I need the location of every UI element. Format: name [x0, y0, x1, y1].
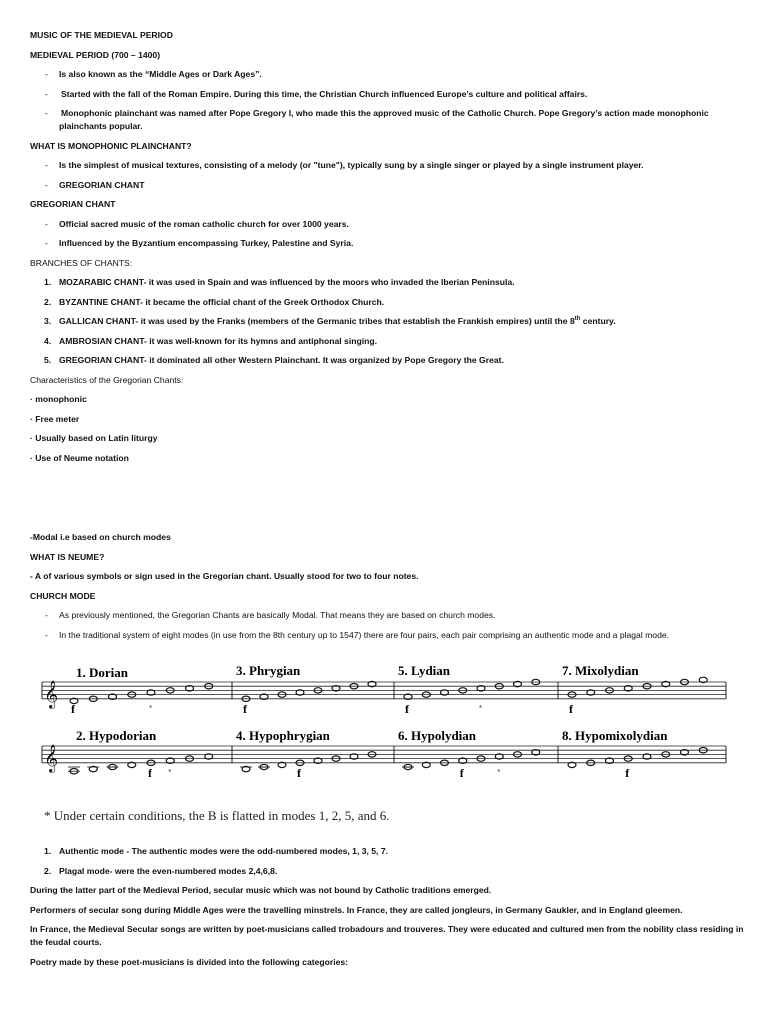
bullet-dash: -	[45, 610, 48, 620]
mode-title: 7. Mixolydian	[562, 663, 639, 678]
branch-text: GALLICAN CHANT- it was used by the Franks (members of the Germanic tribes that establish the Frankish empires) until the 8	[59, 316, 575, 326]
bullet-dash: -	[45, 238, 48, 248]
bullet-dash: -	[45, 69, 48, 79]
branch-superscript: th	[574, 316, 581, 323]
figure-footnote: * Under certain conditions, the B is flatted in modes 1, 2, 5, and 6.	[44, 808, 390, 823]
period-bullet-cont: plainchants popular.	[59, 121, 143, 131]
mode-title: 3. Phrygian	[236, 663, 301, 678]
treble-clef-icon: 𝄞	[44, 679, 59, 708]
church-mode-bullet: As previously mentioned, the Gregorian Chants are basically Modal. That means they are based on church modes.	[59, 610, 496, 620]
neume-definition: - A of various symbols or sign used in the Gregorian chant. Usually stood for two to four notes.	[30, 571, 419, 581]
final-note-label: f	[625, 765, 630, 780]
characteristic-item: · Usually based on Latin liturgy	[30, 433, 158, 443]
list-number: 3.	[44, 316, 52, 326]
mode-type-item: Authentic mode - The authentic modes were the odd-numbered modes, 1, 3, 5, 7.	[59, 846, 389, 856]
church-mode-heading: CHURCH MODE	[30, 591, 96, 601]
treble-clef-icon: 𝄞	[44, 743, 59, 772]
secular-paragraph: Performers of secular song during Middle Ages were the travelling minstrels. In France, they are called jongleurs, in Germany Gaukler, and in England gleemen.	[30, 905, 683, 915]
bullet-dash: -	[45, 160, 48, 170]
asterisk-mark: *	[168, 767, 172, 777]
period-heading: MEDIEVAL PERIOD (700 – 1400)	[30, 50, 161, 60]
mode-title: 5. Lydian	[398, 663, 451, 678]
final-note-label: f	[405, 701, 409, 716]
final-note-label: f	[459, 765, 464, 780]
document-title: MUSIC OF THE MEDIEVAL PERIOD	[30, 30, 173, 40]
asterisk-mark: *	[497, 767, 501, 777]
staff-bottom	[42, 744, 726, 780]
staff-top	[42, 677, 726, 716]
secular-paragraph: In France, the Medieval Secular songs are written by poet-musicians called trobadours and trouveres. They were educated and cultured men from the nobility class residing in	[30, 924, 744, 934]
characteristics-heading: Characteristics of the Gregorian Chants:	[30, 375, 184, 385]
monophonic-bullet: GREGORIAN CHANT	[59, 180, 145, 190]
gregorian-bullet: Influenced by the Byzantium encompassing Turkey, Palestine and Syria.	[59, 238, 354, 248]
gregorian-bullet: Official sacred music of the roman catholic church for over 1000 years.	[59, 219, 349, 229]
church-mode-bullet: In the traditional system of eight modes (in use from the 8th century up to 1547) there are four pairs, each pair comprising an authentic mode and a plagal mode.	[59, 630, 670, 640]
mode-title: 4. Hypophrygian	[236, 728, 330, 743]
modal-line: -Modal i.e based on church modes	[30, 532, 171, 542]
mode-title: 6. Hypolydian	[398, 728, 477, 743]
list-number: 1.	[44, 846, 52, 856]
monophonic-heading: WHAT IS MONOPHONIC PLAINCHANT?	[30, 141, 192, 151]
final-note-label: f	[148, 765, 152, 780]
asterisk-mark: *	[479, 703, 483, 713]
final-note-label: f	[569, 701, 573, 716]
branch-tail: century.	[580, 316, 616, 326]
list-number: 5.	[44, 355, 52, 365]
asterisk-mark: *	[149, 703, 153, 713]
mode-type-item: Plagal mode- were the even-numbered modes 2,4,6,8.	[59, 866, 278, 876]
secular-paragraph: During the latter part of the Medieval Period, secular music which was not bound by Catholic traditions emerged.	[30, 885, 492, 895]
list-number: 2.	[44, 297, 52, 307]
period-bullet: Monophonic plainchant was named after Pope Gregory I, who made this the approved music of the Catholic Church. Pope Gregory’s action made monophonic	[61, 108, 709, 118]
secular-paragraph: Poetry made by these poet-musicians is divided into the following categories:	[30, 957, 349, 967]
mode-title: 2. Hypodorian	[76, 728, 157, 743]
church-modes-figure	[36, 658, 736, 833]
modes-staff-svg	[36, 658, 736, 808]
monophonic-bullet: Is the simplest of musical textures, consisting of a melody (or "tune"), typically sung by a single singer or played by a single instrument player.	[59, 160, 644, 170]
mode-title: 8. Hypomixolydian	[562, 728, 668, 743]
final-note-label: f	[71, 701, 75, 716]
branch-item	[59, 316, 616, 327]
gregorian-heading: GREGORIAN CHANT	[30, 199, 116, 209]
list-number: 2.	[44, 866, 52, 876]
final-note-label: f	[297, 765, 301, 780]
branch-item: MOZARABIC CHANT- it was used in Spain and was influenced by the moors who invaded the Iberian Peninsula.	[59, 277, 515, 287]
period-bullet: Started with the fall of the Roman Empire. During this time, the Christian Church influenced Europe’s culture and political affairs.	[61, 89, 588, 99]
branch-item: AMBROSIAN CHANT- it was well-known for its hymns and antiphonal singing.	[59, 336, 377, 346]
characteristic-item: · Use of Neume notation	[30, 453, 129, 463]
bullet-dash: -	[45, 108, 48, 118]
final-note-label: f	[243, 701, 247, 716]
period-bullet: Is also known as the “Middle Ages or Dark Ages”.	[59, 69, 262, 79]
list-number: 1.	[44, 277, 52, 287]
branches-heading: BRANCHES OF CHANTS:	[30, 258, 133, 268]
bullet-dash: -	[45, 630, 48, 640]
branch-item: BYZANTINE CHANT- it became the official chant of the Greek Orthodox Church.	[59, 297, 385, 307]
list-number: 4.	[44, 336, 52, 346]
characteristic-item: · Free meter	[30, 414, 80, 424]
bullet-dash: -	[45, 180, 48, 190]
branch-item: GREGORIAN CHANT- it dominated all other Western Plainchant. It was organized by Pope Gregory the Great.	[59, 355, 504, 365]
bullet-dash: -	[45, 219, 48, 229]
characteristic-item: · monophonic	[30, 394, 87, 404]
secular-paragraph-cont: the feudal courts.	[30, 937, 102, 947]
neume-heading: WHAT IS NEUME?	[30, 552, 105, 562]
bullet-dash: -	[45, 89, 48, 99]
mode-title: 1. Dorian	[76, 665, 128, 680]
